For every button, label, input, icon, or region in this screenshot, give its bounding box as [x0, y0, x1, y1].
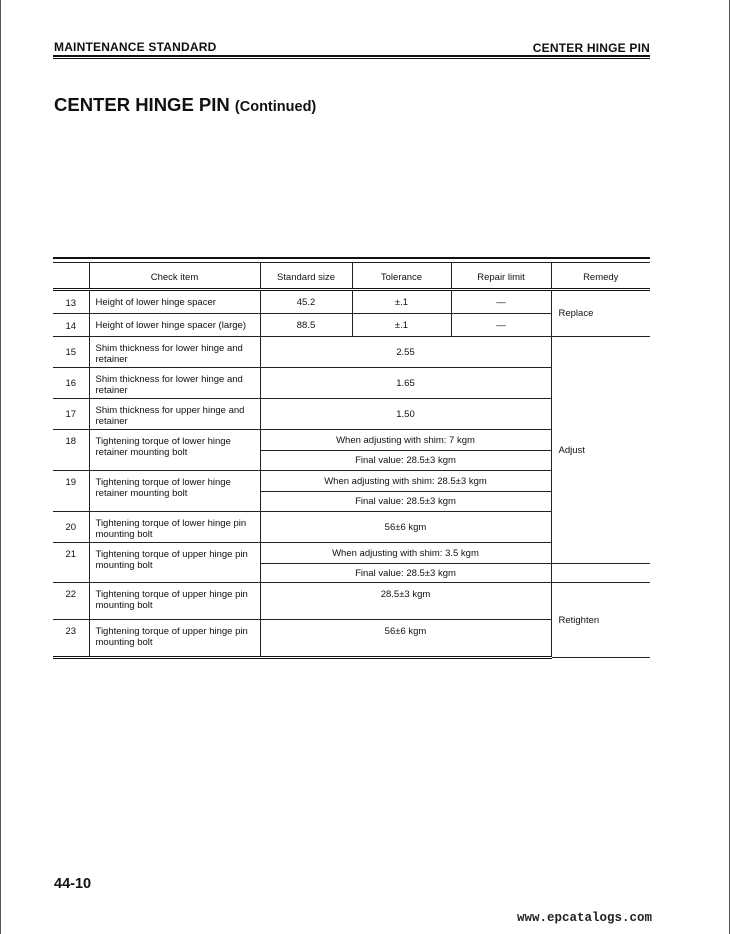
col-header-standard-size: Standard size — [260, 263, 352, 290]
value-final: Final value: 28.5±3 kgm — [260, 492, 551, 512]
check-item: Shim thickness for upper hinge and retainer — [89, 399, 260, 430]
check-item: Shim thickness for lower hinge and retainer — [89, 337, 260, 368]
row-number: 18 — [53, 430, 89, 471]
row-number: 15 — [53, 337, 89, 368]
check-item: Height of lower hinge spacer (large) — [89, 314, 260, 337]
row-number: 14 — [53, 314, 89, 337]
standard-size: 88.5 — [260, 314, 352, 337]
col-header-check-item: Check item — [89, 263, 260, 290]
page-left-edge — [0, 0, 1, 934]
page-number: 44-10 — [54, 876, 92, 892]
table-row — [53, 337, 650, 368]
standard-size: 45.2 — [260, 290, 352, 314]
remedy-adjust: Adjust — [551, 337, 650, 564]
remedy-retighten: Retighten — [551, 583, 650, 658]
repair-limit: — — [451, 290, 551, 314]
value: 56±6 kgm — [260, 512, 551, 543]
value: 1.65 — [260, 368, 551, 399]
row-number: 19 — [53, 471, 89, 512]
value-adjusting: When adjusting with shim: 7 kgm — [260, 430, 551, 451]
header-rule-thin — [53, 58, 650, 59]
header-section-title: MAINTENANCE STANDARD — [54, 40, 217, 54]
check-item: Height of lower hinge spacer — [89, 290, 260, 314]
row-number: 20 — [53, 512, 89, 543]
repair-limit: — — [451, 314, 551, 337]
header-rule — [53, 55, 650, 57]
tolerance: ±.1 — [352, 314, 451, 337]
value: 1.50 — [260, 399, 551, 430]
check-item: Tightening torque of upper hinge pin mounting bolt — [89, 620, 260, 658]
col-header-number — [53, 263, 89, 290]
table-header-row — [53, 263, 650, 290]
col-header-repair-limit: Repair limit — [451, 263, 551, 290]
table-row — [53, 290, 650, 314]
page-title-suffix: (Continued) — [234, 99, 317, 115]
remedy-replace: Replace — [551, 290, 650, 337]
row-number: 16 — [53, 368, 89, 399]
check-item: Tightening torque of lower hinge pin mounting bolt — [89, 512, 260, 543]
value-adjusting: When adjusting with shim: 3.5 kgm — [260, 543, 551, 564]
value-final: Final value: 28.5±3 kgm — [260, 451, 551, 471]
value: 56±6 kgm — [260, 620, 551, 658]
page-title-main: CENTER HINGE PIN — [54, 94, 230, 115]
maintenance-standard-table — [53, 257, 650, 659]
check-item: Shim thickness for lower hinge and retainer — [89, 368, 260, 399]
check-item: Tightening torque of lower hinge retainer mounting bolt — [89, 471, 260, 512]
value: 28.5±3 kgm — [260, 583, 551, 620]
value-final: Final value: 28.5±3 kgm — [260, 564, 551, 583]
value-adjusting: When adjusting with shim: 28.5±3 kgm — [260, 471, 551, 492]
check-item: Tightening torque of upper hinge pin mounting bolt — [89, 543, 260, 583]
col-header-remedy: Remedy — [551, 263, 650, 290]
tolerance: ±.1 — [352, 290, 451, 314]
value: 2.55 — [260, 337, 551, 368]
header-topic-title: CENTER HINGE PIN — [532, 41, 650, 55]
col-header-tolerance: Tolerance — [352, 263, 451, 290]
row-number: 22 — [53, 583, 89, 620]
row-number: 21 — [53, 543, 89, 583]
check-item: Tightening torque of upper hinge pin mounting bolt — [89, 583, 260, 620]
table-row — [53, 583, 650, 620]
row-number: 17 — [53, 399, 89, 430]
check-item: Tightening torque of lower hinge retainer mounting bolt — [89, 430, 260, 471]
site-watermark: www.epcatalogs.com — [517, 911, 653, 925]
page-title — [54, 94, 316, 116]
row-number: 23 — [53, 620, 89, 658]
row-number: 13 — [53, 290, 89, 314]
